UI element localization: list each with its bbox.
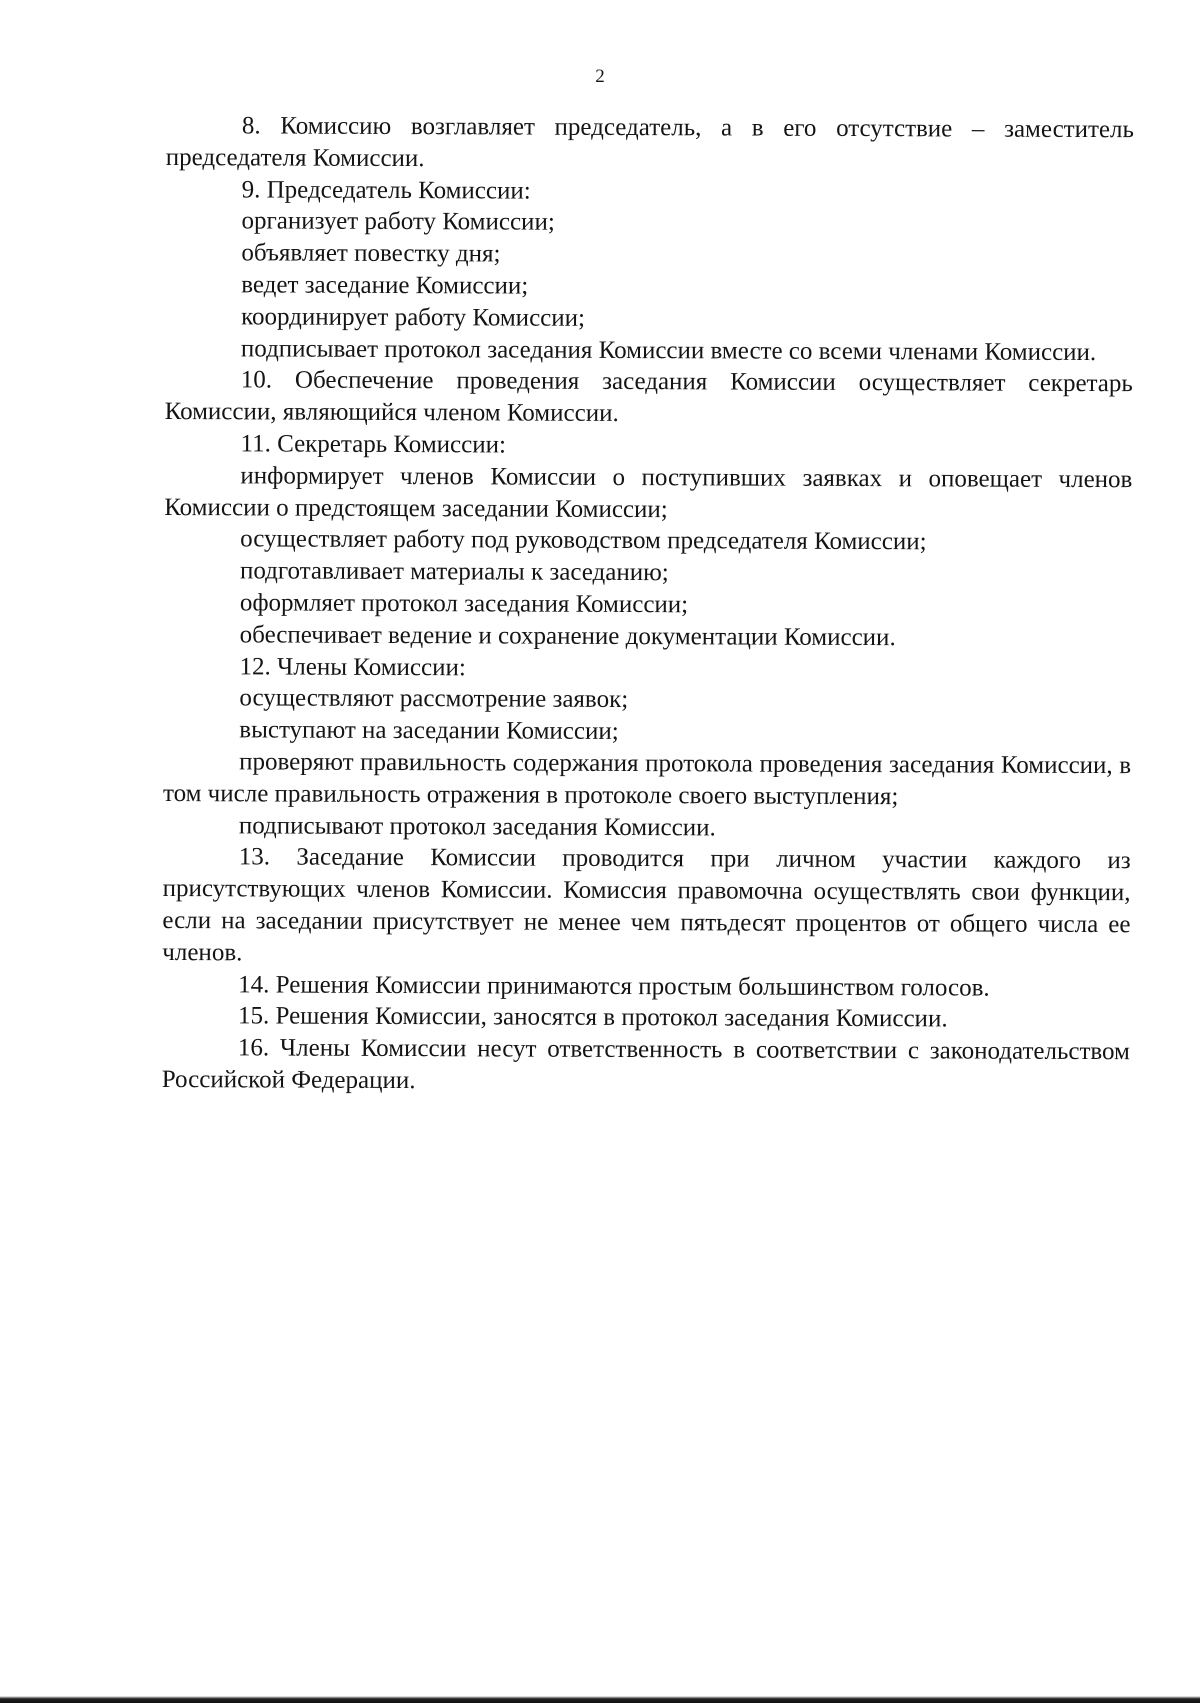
list-item: координирует работу Комиссии; [241, 303, 586, 332]
list-item: выступают на заседании Комиссии; [239, 716, 619, 746]
paragraph-14: 14. Решения Комиссии принимаются простым большинством голосов. [238, 970, 990, 1002]
list-item: подписывает протокол заседания Комиссии вместе со всеми членами Комиссии. [240, 334, 1097, 366]
list-item: подготавливает материалы к заседанию; [239, 557, 669, 587]
list-item: информирует членов Комиссии о поступивших заявках и оповещает членов Комиссии о предстоящем заседании Комиссии; [164, 462, 1133, 523]
scan-edge-rule [0, 1696, 1200, 1703]
paragraph-10: 10. Обеспечение проведения заседания Комиссии осуществляет секретарь Комиссии, являющийся членом Комиссии. [164, 366, 1133, 428]
page-number: 2 [595, 66, 605, 87]
list-item: проверяют правильность содержания протокола проведения заседания Комиссии, в том числе правильность отражения в протоколе своего выступления; [162, 748, 1132, 810]
list-item: ведет заседание Комиссии; [241, 271, 529, 300]
list-item: оформляет протокол заседания Комиссии; [239, 589, 689, 619]
paragraph-13: 13. Заседание Комиссии проводится при личном участии каждого из присутствующих членов Комиссии. Комиссия правомочна осуществлять свои функции, если на заседании присутствует не менее чем пятьдесят процентов от общего числа ее членов. [162, 843, 1131, 967]
list-item: подписывают протокол заседания Комиссии. [238, 811, 716, 841]
document-body [162, 110, 1134, 1100]
list-item: обеспечивает ведение и сохранение документации Комиссии. [239, 621, 896, 651]
list-item: осуществляет работу под руководством председателя Комиссии; [240, 525, 927, 556]
list-item: объявляет повестку дня; [241, 239, 501, 268]
paragraph-16: 16. Члены Комиссии несут ответственность в соответствии с законодательством Российской Федерации. [161, 1034, 1130, 1095]
list-item: организует работу Комиссии; [241, 207, 555, 237]
paragraph-12-heading: 12. Члены Комиссии: [239, 652, 466, 681]
paragraph-11-heading: 11. Секретарь Комиссии: [240, 430, 507, 459]
paragraph-8: 8. Комиссию возглавляет председатель, а в его отсутствие – заместитель председателя Комиссии. [165, 112, 1134, 172]
paragraph-15: 15. Решения Комиссии, заносятся в протокол заседания Комиссии. [237, 1002, 948, 1033]
paragraph-9-heading: 9. Председатель Комиссии: [241, 175, 531, 205]
list-item: осуществляют рассмотрение заявок; [239, 684, 629, 714]
